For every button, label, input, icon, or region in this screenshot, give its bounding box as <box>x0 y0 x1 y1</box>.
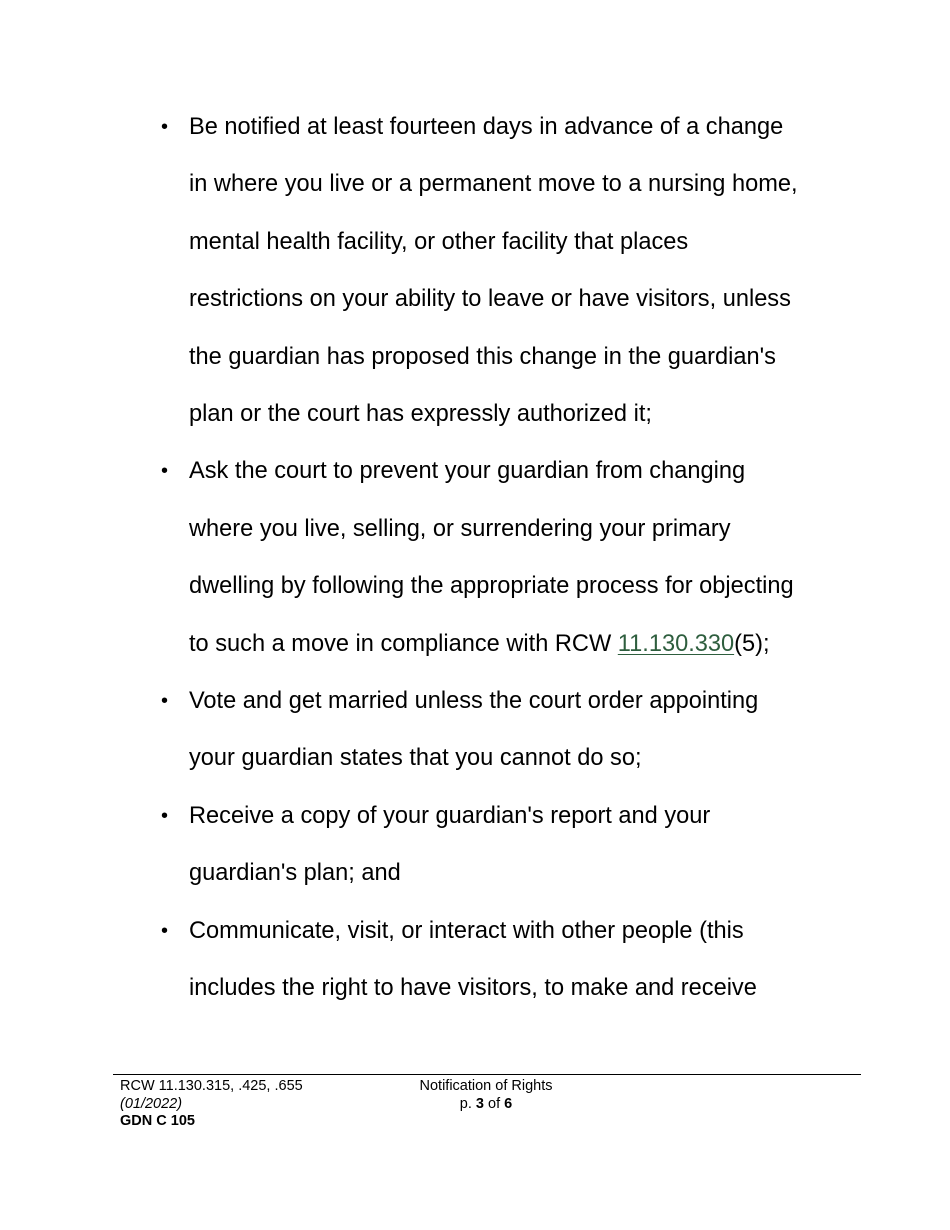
list-item <box>160 99 860 443</box>
list-item-line: guardian's plan; and <box>189 860 401 887</box>
page-prefix: p. <box>459 1095 476 1112</box>
list-item-line: Ask the court to prevent your guardian from changing <box>189 458 746 485</box>
footer-form-info <box>120 1078 303 1131</box>
list-item-line: mental health facility, or other facility that places <box>189 228 689 255</box>
list-item <box>160 788 860 903</box>
statute-subsection-text: (5); <box>734 630 770 657</box>
document-body <box>160 99 860 1018</box>
list-item-line: restrictions on your ability to leave or have visitors, unless <box>189 286 791 313</box>
page-of: of <box>483 1095 505 1112</box>
page-number <box>400 1096 572 1114</box>
bullet-icon: • <box>161 919 169 942</box>
list-item-line: Be notified at least fourteen days in advance of a change <box>189 114 784 140</box>
list-item-line <box>189 616 860 673</box>
statute-reference-text: to such a move in compliance with RCW <box>189 630 618 657</box>
page-total: 6 <box>504 1095 513 1112</box>
bullet-icon: • <box>161 690 169 713</box>
list-item-line: Receive a copy of your guardian's report and your <box>189 802 711 829</box>
list-item <box>160 903 860 1018</box>
list-item-line: your guardian states that you cannot do so; <box>189 745 642 772</box>
footer-divider <box>113 1074 861 1075</box>
rcw-11-130-330-link[interactable]: 11.130.330 <box>617 630 735 657</box>
list-item-line: includes the right to have visitors, to make and receive <box>189 975 757 1002</box>
list-item <box>160 673 860 788</box>
statute-citation: RCW 11.130.315, .425, .655 <box>120 1078 303 1094</box>
list-item <box>160 443 860 673</box>
form-code: GDN C 105 <box>120 1113 195 1129</box>
list-item-line: the guardian has proposed this change in the guardian's <box>189 343 776 370</box>
rights-list <box>160 99 860 1018</box>
bullet-icon: • <box>161 116 169 138</box>
list-item-line: Vote and get married unless the court order appointing <box>189 688 759 715</box>
bullet-icon: • <box>161 460 169 483</box>
page-current: 3 <box>475 1095 484 1112</box>
list-item-line: plan or the court has expressly authorized it; <box>189 401 652 428</box>
list-item-line: in where you live or a permanent move to a nursing home, <box>189 171 798 198</box>
revision-date: (01/2022) <box>120 1095 183 1112</box>
form-title: Notification of Rights <box>419 1078 553 1094</box>
bullet-icon: • <box>161 804 169 827</box>
footer-title-block <box>400 1078 572 1113</box>
list-item-line: dwelling by following the appropriate process for objecting <box>189 573 794 600</box>
list-item-line: where you live, selling, or surrendering your primary <box>189 515 731 542</box>
list-item-line: Communicate, visit, or interact with other people (this <box>189 917 744 944</box>
